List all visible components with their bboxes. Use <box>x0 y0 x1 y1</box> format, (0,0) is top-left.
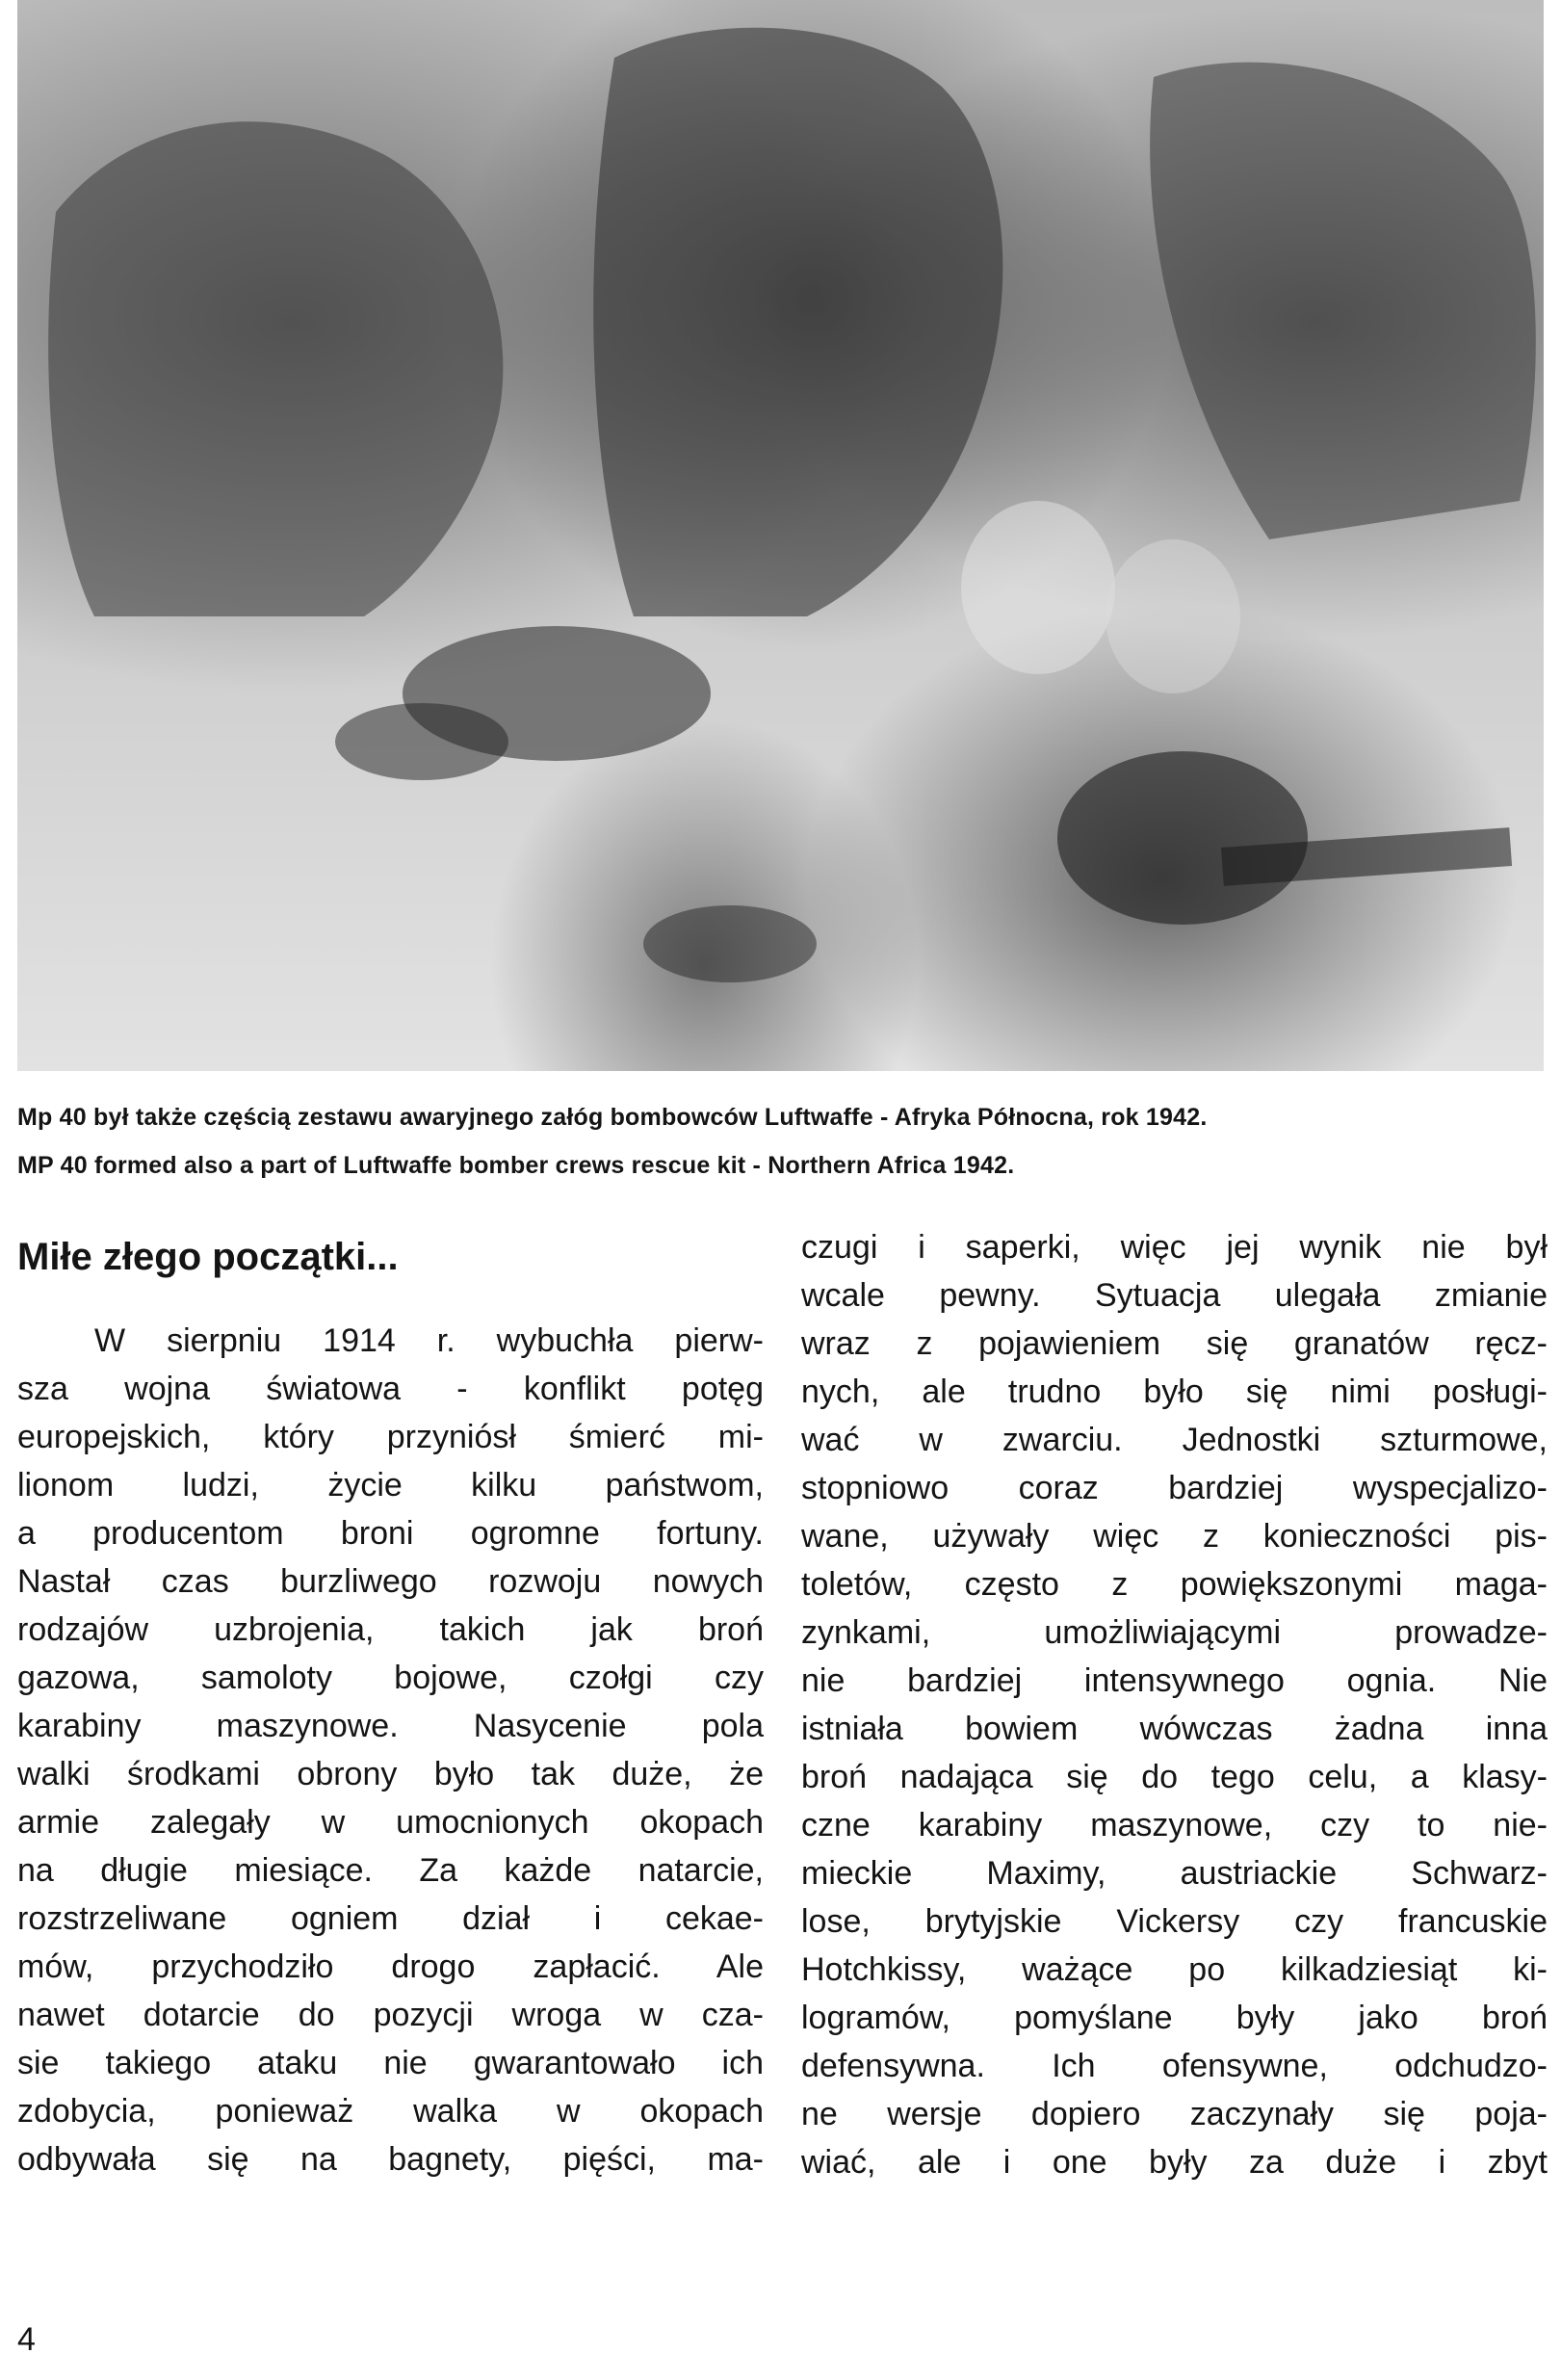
text-line: ne wersje dopiero zaczynały się poja- <box>801 2096 1548 2132</box>
text-line: rozstrzeliwane ogniem dział i cekae- <box>17 1900 764 1937</box>
text-line: logramów, pomyślane były jako broń <box>801 2000 1548 2036</box>
photo-caption-english: MP 40 formed also a part of Luftwaffe bomber crews rescue kit - Northern Africa 1942. <box>17 1152 1015 1179</box>
article-heading: Miłe złego początki... <box>17 1236 399 1278</box>
photo-icon <box>17 0 1544 1071</box>
text-line: rodzajów uzbrojenia, takich jak broń <box>17 1611 764 1648</box>
text-line: Nastał czas burzliwego rozwoju nowych <box>17 1563 764 1600</box>
left-column <box>17 1317 764 2184</box>
text-line: lionom ludzi, życie kilku państwom, <box>17 1467 764 1504</box>
text-line: odbywała się na bagnety, pięści, ma- <box>17 2141 764 2178</box>
text-line: na długie miesiące. Za każde natarcie, <box>17 1852 764 1889</box>
text-line: zdobycia, ponieważ walka w okopach <box>17 2093 764 2130</box>
text-line: toletów, często z powiększonymi maga- <box>801 1566 1548 1603</box>
soldiers-photo <box>17 0 1544 1071</box>
text-line: europejskich, który przyniósł śmierć mi- <box>17 1419 764 1455</box>
text-line: czugi i saperki, więc jej wynik nie był <box>801 1229 1548 1266</box>
text-line: karabiny maszynowe. Nasycenie pola <box>17 1708 764 1744</box>
text-line: zynkami, umożliwiającymi prowadze- <box>801 1614 1548 1651</box>
text-line: broń nadająca się do tego celu, a klasy- <box>801 1759 1548 1795</box>
text-line: czne karabiny maszynowe, czy to nie- <box>801 1807 1548 1844</box>
text-line: lose, brytyjskie Vickersy czy francuskie <box>801 1903 1548 1940</box>
text-line: istniała bowiem wówczas żadna inna <box>801 1711 1548 1747</box>
text-line: armie zalegały w umocnionych okopach <box>17 1804 764 1841</box>
text-line: wane, używały więc z konieczności pis- <box>801 1518 1548 1555</box>
text-line: nie bardziej intensywnego ognia. Nie <box>801 1662 1548 1699</box>
text-line: sie takiego ataku nie gwarantowało ich <box>17 2045 764 2081</box>
text-line: wcale pewny. Sytuacja ulegała zmianie <box>801 1277 1548 1314</box>
text-line: wraz z pojawieniem się granatów ręcz- <box>801 1325 1548 1362</box>
text-line: stopniowo coraz bardziej wyspecjalizo- <box>801 1470 1548 1506</box>
right-column <box>801 1223 1548 2186</box>
text-line: walki środkami obrony było tak duże, że <box>17 1756 764 1792</box>
photo-caption-polish: Mp 40 był także częścią zestawu awaryjnego załóg bombowców Luftwaffe - Afryka Północna, rok 1942. <box>17 1104 1208 1131</box>
text-line: mieckie Maximy, austriackie Schwarz- <box>801 1855 1548 1892</box>
text-line: defensywna. Ich ofensywne, odchudzo- <box>801 2048 1548 2084</box>
text-line: mów, przychodziło drogo zapłacić. Ale <box>17 1948 764 1985</box>
text-line: nawet dotarcie do pozycji wroga w cza- <box>17 1997 764 2033</box>
text-line: nych, ale trudno było się nimi posługi- <box>801 1373 1548 1410</box>
text-line: gazowa, samoloty bojowe, czołgi czy <box>17 1660 764 1696</box>
text-line: a producentom broni ogromne fortuny. <box>17 1515 764 1552</box>
text-line: wiać, ale i one były za duże i zbyt <box>801 2144 1548 2181</box>
text-line: W sierpniu 1914 r. wybuchła pierw- <box>94 1322 764 1359</box>
text-line: sza wojna światowa - konflikt potęg <box>17 1371 764 1407</box>
text-line: wać w zwarciu. Jednostki szturmowe, <box>801 1422 1548 1458</box>
page-number: 4 <box>17 2321 36 2358</box>
text-line: Hotchkissy, ważące po kilkadziesiąt ki- <box>801 1951 1548 1988</box>
